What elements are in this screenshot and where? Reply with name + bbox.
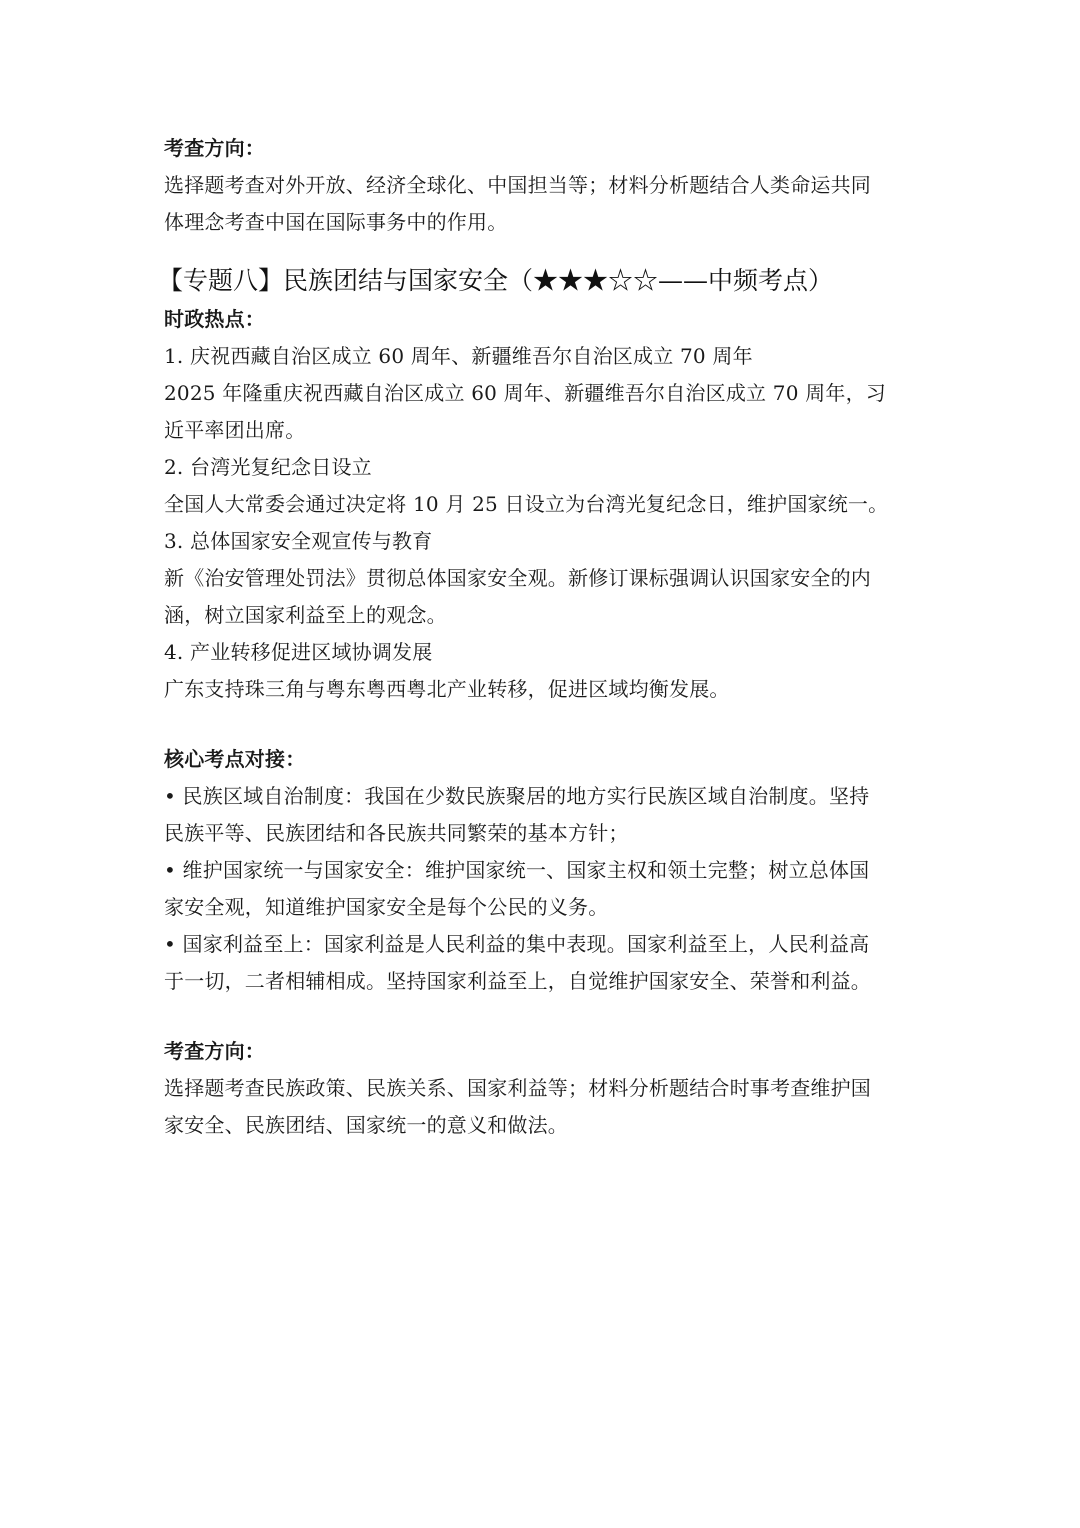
prev-direction-line: 体理念考查中国在国际事务中的作用。	[164, 210, 508, 234]
hot-topic-line: 近平率团出席。	[164, 418, 306, 442]
hot-topic-line: 3. 总体国家安全观宣传与教育	[164, 529, 433, 553]
core-point-line: • 维护国家统一与国家安全：维护国家统一、国家主权和领土完整；树立总体国	[164, 858, 870, 882]
hot-topic-line: 4. 产业转移促进区域协调发展	[164, 640, 433, 664]
core-point-line: 家安全观，知道维护国家安全是每个公民的义务。	[164, 895, 609, 919]
prev-direction-heading: 考查方向：	[164, 136, 265, 160]
topic-title: 【专题八】民族团结与国家安全（★★★☆☆——中频考点）	[158, 266, 834, 295]
hot-topic-line: 2. 台湾光复纪念日设立	[164, 455, 372, 479]
hot-topic-line: 2025 年隆重庆祝西藏自治区成立 60 周年、新疆维吾尔自治区成立 70 周年，习	[164, 381, 886, 405]
core-point-line: 民族平等、民族团结和各民族共同繁荣的基本方针；	[164, 821, 629, 845]
core-point-line: • 国家利益至上：国家利益是人民利益的集中表现。国家利益至上，人民利益高	[164, 932, 870, 956]
direction-heading: 考查方向：	[164, 1039, 265, 1063]
hot-topic-line: 1. 庆祝西藏自治区成立 60 周年、新疆维吾尔自治区成立 70 周年	[164, 344, 753, 368]
hot-topic-line: 涵，树立国家利益至上的观念。	[164, 603, 447, 627]
direction-line: 家安全、民族团结、国家统一的意义和做法。	[164, 1113, 568, 1137]
core-point-line: • 民族区域自治制度：我国在少数民族聚居的地方实行民族区域自治制度。坚持	[164, 784, 870, 808]
document-page	[158, 130, 920, 1144]
direction-line: 选择题考查民族政策、民族关系、国家利益等；材料分析题结合时事考查维护国	[164, 1076, 871, 1100]
core-point-line: 于一切，二者相辅相成。坚持国家利益至上，自觉维护国家安全、荣誉和利益。	[164, 969, 871, 993]
hot-topics-heading: 时政热点：	[164, 307, 265, 331]
prev-direction-line: 选择题考查对外开放、经济全球化、中国担当等；材料分析题结合人类命运共同	[164, 173, 871, 197]
hot-topic-line: 新《治安管理处罚法》贯彻总体国家安全观。新修订课标强调认识国家安全的内	[164, 566, 871, 590]
core-points-heading: 核心考点对接：	[164, 747, 306, 771]
hot-topic-line: 全国人大常委会通过决定将 10 月 25 日设立为台湾光复纪念日，维护国家统一。	[164, 492, 889, 516]
hot-topic-line: 广东支持珠三角与粤东粤西粤北产业转移，促进区域均衡发展。	[164, 677, 730, 701]
